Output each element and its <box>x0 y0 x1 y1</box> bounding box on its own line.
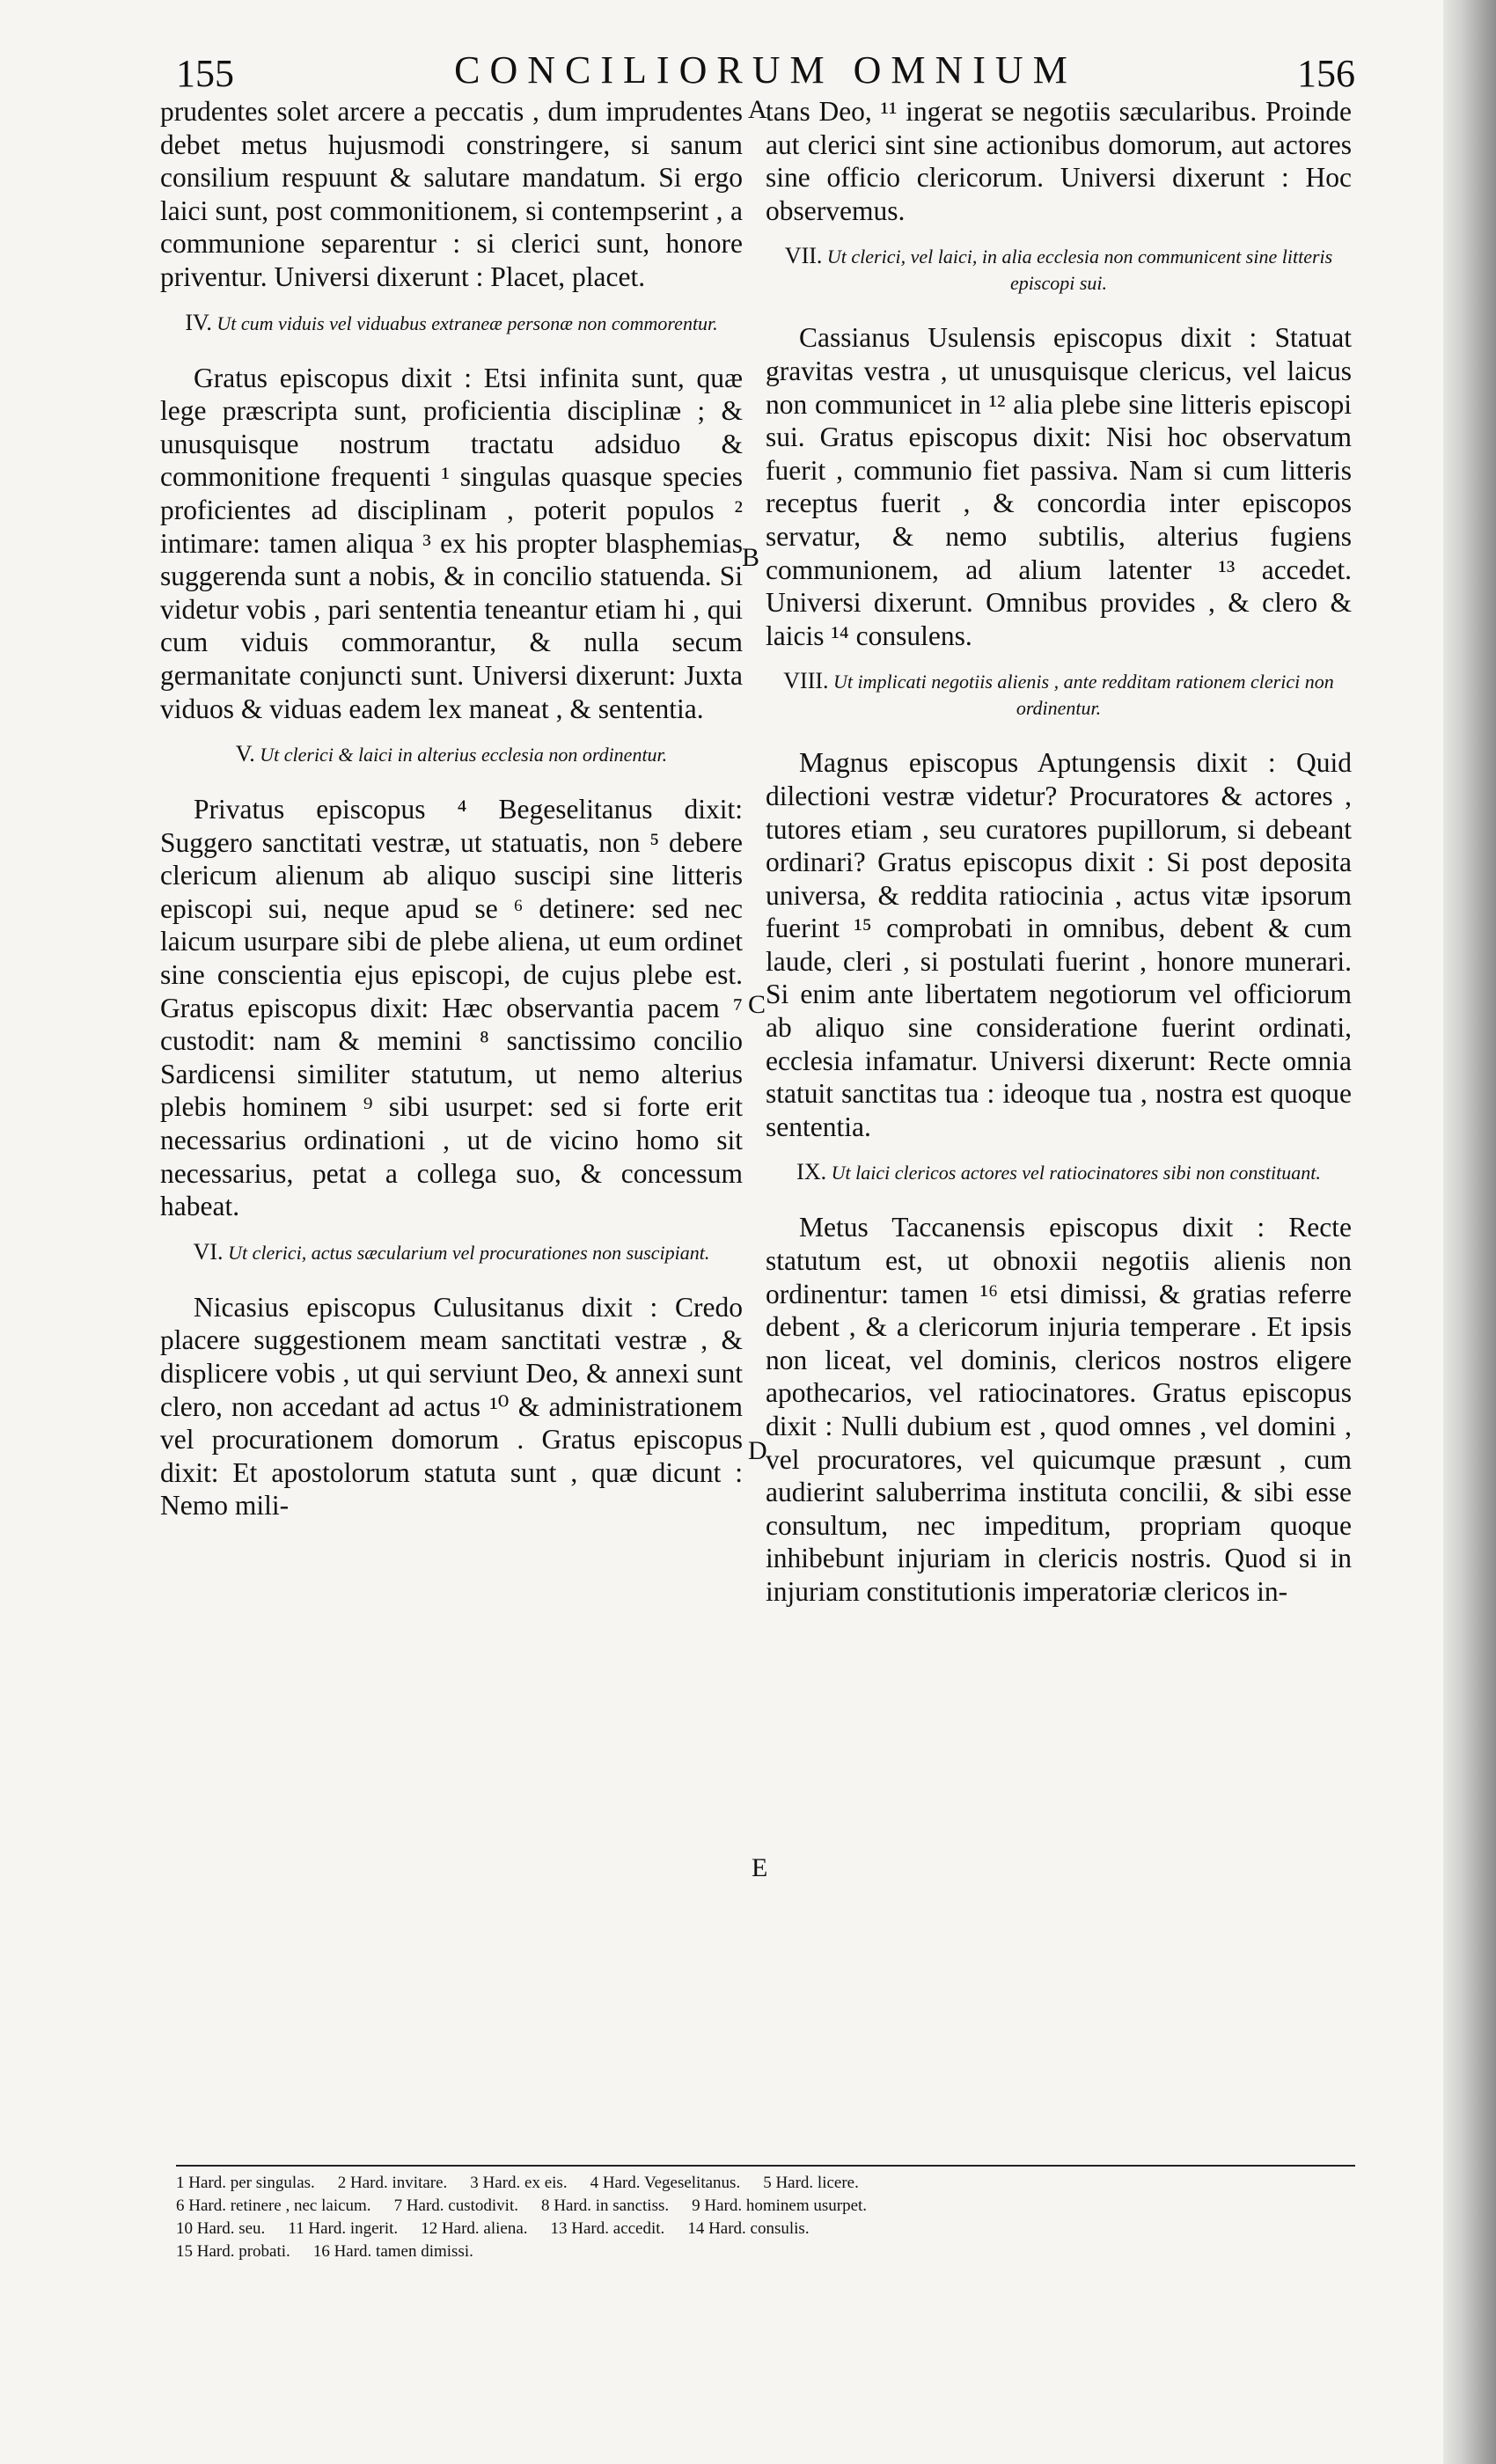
canon-heading <box>160 310 743 337</box>
footnote-entry: 10 Hard. seu. <box>176 2219 266 2238</box>
canon-heading <box>160 741 743 768</box>
canon-number: VIII. <box>783 668 829 694</box>
canon-title: Ut clerici, actus sæcularium vel procurationes non suscipiant. <box>228 1241 710 1264</box>
footnote-entry: 13 Hard. accedit. <box>550 2219 665 2238</box>
footnote-entry: 1 Hard. per singulas. <box>176 2174 315 2192</box>
canon-title: Ut laici clericos actores vel ratiocinatores sibi non constituant. <box>831 1162 1321 1184</box>
margin-letter-b: B <box>742 543 760 572</box>
body-paragraph: prudentes solet arcere a peccatis , dum imprudentes debet metus hujusmodi constringere, si sanum consilium respuunt & salutare mandatum. Si ergo laici sunt, post commonitionem, si contempserint , a communione separentur : si clerici sunt, honore priventur. Universi dixerunt : Placet, placet. <box>160 96 743 292</box>
footnote-entry: 5 Hard. licere. <box>763 2174 859 2192</box>
canon-heading <box>766 668 1352 722</box>
footnote-entry: 14 Hard. consulis. <box>687 2219 810 2238</box>
canon-heading <box>766 243 1352 297</box>
body-paragraph: tans Deo, ¹¹ ingerat se negotiis sæcularibus. Proinde aut clerici sint sine actionibus domorum, aut actores sine officio clericorum. Universi dixerunt : Hoc observemus. <box>766 96 1352 226</box>
canon-title: Ut implicati negotiis alienis , ante redditam rationem clerici non ordinentur. <box>833 671 1334 720</box>
body-paragraph: Nicasius episcopus Culusitanus dixit : Credo placere suggestionem meam sanctitati vestræ , & displicere vobis , ut qui serviunt Deo, & annexi sunt clero, non accedant ad actus ¹⁰ & administrationem vel procurationem domorum . Gratus episcopus dixit: Et apostolorum statuta sunt , quæ dicunt : Nemo mili- <box>160 1291 743 1522</box>
body-paragraph: Magnus episcopus Aptungensis dixit : Quid dilectioni vestræ videtur? Procuratores & actores , tutores etiam , seu curatores pupillorum, si debeant ordinari? Gratus episcopus dixit : Si post deposita universa, & reddita ratiocinia , actus vitæ ipsorum fuerint ¹⁵ comprobati in omnibus, debent & cum laude, cleri , si postulati fuerint , honore munerari. Si enim ante libertatem negotiorum vel officiorum ab aliquo sine consideratione fuerint ordinati, ecclesia infamatur. Universi dixerunt: Recte omnia statuit sanctitas tua : ideoque tua , nostra est quoque sententia. <box>766 747 1352 1142</box>
canon-number: VI. <box>193 1238 224 1265</box>
running-title: CONCILIORUM OMNIUM <box>454 48 1077 92</box>
footnote-entry: 7 Hard. custodivit. <box>393 2196 518 2215</box>
footnotes <box>176 2165 1355 2263</box>
footnote-entry: 2 Hard. invitare. <box>337 2174 448 2192</box>
footnote-entry: 16 Hard. tamen dimissi. <box>312 2242 473 2261</box>
footnote-entry: 3 Hard. ex eis. <box>470 2174 568 2192</box>
page-edge-shadow <box>1443 0 1496 2464</box>
page-number-left: 155 <box>176 52 234 95</box>
footnote-line <box>176 2172 1355 2195</box>
footnote-entry: 11 Hard. ingerit. <box>288 2219 399 2238</box>
body-paragraph: Privatus episcopus ⁴ Begeselitanus dixit: Suggero sanctitati vestræ, ut statuatis, non ⁵ debere clericum alienum ab aliquo suscipi sine litteris episcopi sui, neque apud se ⁶ detinere: sed nec laicum usurpare sibi de plebe aliena, ut eum ordinet sine conscientia ejus episcopi, de cujus plebe est. Gratus episcopus dixit: Hæc observantia pacem ⁷ custodit: nam & memini ⁸ sanctissimo concilio Sardicensi similiter statutum, ut nemo alterius plebis hominem ⁹ sibi usurpet: sed si forte erit necessarius ordinationi , ut de vicino homo sit necessarius, petat a collega suo, & concessum habeat. <box>160 794 743 1222</box>
footnote-entry: 15 Hard. probati. <box>176 2242 290 2261</box>
footnote-entry: 6 Hard. retinere , nec laicum. <box>176 2196 371 2215</box>
canon-title: Ut cum viduis vel viduabus extraneæ personæ non commorentur. <box>216 312 718 334</box>
canon-heading <box>160 1239 743 1266</box>
footnote-entry: 9 Hard. hominem usurpet. <box>692 2196 868 2215</box>
canon-title: Ut clerici & laici in alterius ecclesia non ordinentur. <box>260 744 668 766</box>
left-column <box>160 95 743 1522</box>
right-column <box>766 95 1352 1609</box>
canon-number: V. <box>235 741 255 767</box>
canon-number: IX. <box>796 1159 827 1185</box>
footnote-rule <box>176 2165 1355 2167</box>
margin-letter-a: A <box>748 95 767 124</box>
margin-letter-c: C <box>748 990 766 1019</box>
footnote-line <box>176 2218 1355 2240</box>
canon-number: VII. <box>784 243 823 269</box>
body-paragraph: Cassianus Usulensis episcopus dixit : Statuat gravitas vestra , ut unusquisque clericus, vel laicus non communicet in ¹² alia plebe sine litteris episcopi sui. Gratus episcopus dixit: Nisi hoc observatum fuerit , communio fiet passiva. Nam si cum litteris receptus fuerit , & concordia inter episcopos servatur, & nemo subtilis, alterius fugiens communionem, ad alium latenter ¹³ accedet. Universi dixerunt. Omnibus provides , & clero & laicis ¹⁴ consulens. <box>766 322 1352 651</box>
margin-letter-d: D <box>748 1436 767 1465</box>
footnote-line <box>176 2195 1355 2218</box>
body-paragraph: Metus Taccanensis episcopus dixit : Recte statutum est, ut obnoxii negotiis alienis non ordinentur: tamen ¹⁶ etsi dimissi, & gratias referre debent , & a clericorum injuria temperare . Et ipsis non liceat, vel dominis, clericos nostros eligere apothecarios, vel ratiocinatores. Gratus episcopus dixit : Nulli dubium est , quod omnes , vel domini , vel procuratores, vel quicumque præsunt , cum audierint saluberrima instituta concilii, & sibi esse consultum, nec impeditum, propriam quoque inhibebunt injuriam in clericis nostris. Quod si in injuriam constitutionis imperatoriæ clericos in- <box>766 1212 1352 1607</box>
canon-title: Ut clerici, vel laici, in alia ecclesia non communicent sine litteris episcopi sui. <box>826 246 1333 295</box>
page-number-right: 156 <box>1297 52 1355 95</box>
body-paragraph: Gratus episcopus dixit : Etsi infinita sunt, quæ lege præscripta sunt, proficientia disciplinæ ; & unusquisque nostrum tractatu adsiduo & commonitione frequenti ¹ singulas quasque species proficientes ad disciplinam , poterit populos ² intimare: tamen aliqua ³ ex his propter blasphemias suggerenda sunt a nobis, & in concilio statuenda. Si videtur vobis , pari sententia teneantur etiam hi , qui cum viduis commorantur, & nulla secum germanitate conjuncti sunt. Universi dixerunt: Juxta viduos & viduas eadem lex maneat , & sententia. <box>160 362 743 724</box>
footnote-entry: 4 Hard. Vegeselitanus. <box>590 2174 741 2192</box>
margin-letter-e: E <box>752 1853 768 1882</box>
canon-number: IV. <box>185 309 212 335</box>
footnote-line <box>176 2240 1355 2263</box>
footnote-entry: 12 Hard. aliena. <box>421 2219 528 2238</box>
canon-heading <box>766 1159 1352 1186</box>
footnote-entry: 8 Hard. in sanctiss. <box>541 2196 670 2215</box>
